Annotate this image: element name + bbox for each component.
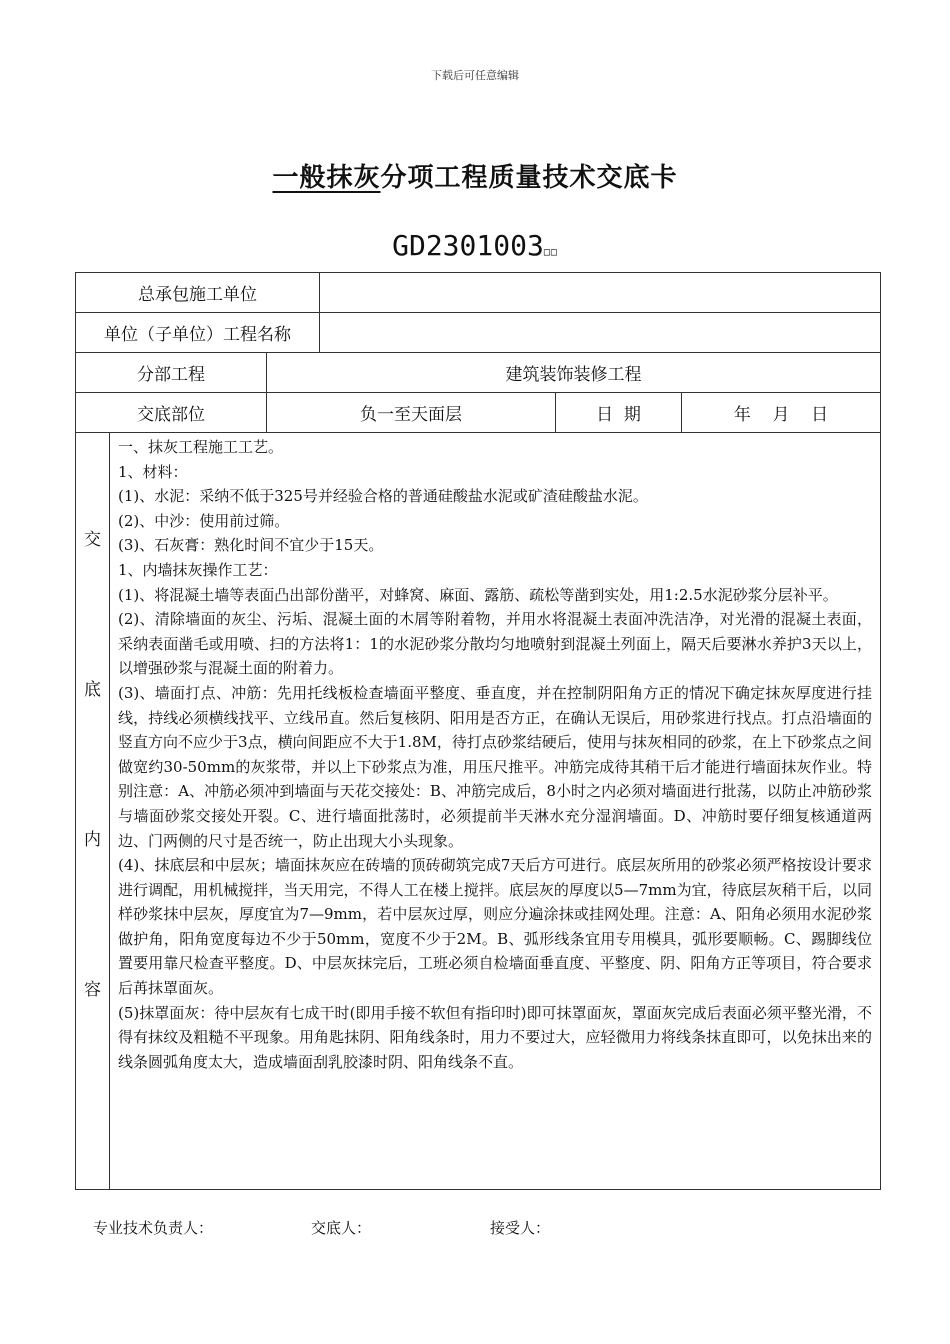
disclosure-form-table — [75, 272, 881, 1190]
disclosure-location-value: 负一至天面层 — [267, 393, 556, 433]
document-code — [0, 229, 950, 262]
content-side-label — [76, 433, 110, 1190]
row-content — [76, 433, 881, 1190]
title-underlined: 一般抹灰 — [272, 163, 381, 193]
sub-project-label: 分部工程 — [76, 353, 267, 393]
project-name-label: 单位（子单位）工程名称 — [76, 313, 320, 353]
date-value[interactable]: 年 月 日 — [682, 393, 881, 433]
date-label: 日 期 — [556, 393, 682, 433]
project-name-value[interactable] — [320, 313, 881, 353]
content-paragraph: (1)、水泥：采纳不低于325号并经验合格的普通硅酸盐水泥或矿渣硅酸盐水泥。 — [118, 487, 648, 506]
header-note: 下载后可任意编辑 — [431, 69, 519, 82]
disclosure-location-label: 交底部位 — [76, 393, 267, 433]
side-char: 内 — [84, 830, 101, 850]
tech-lead-signature[interactable]: 专业技术负责人： — [93, 1219, 214, 1237]
content-paragraph: (5)抹罩面灰：待中层灰有七成干时(即用手接不软但有指印时)即可抹罩面灰，罩面灰完成后表面必须平整光滑，不得有抹纹及粗糙不平现象。用角匙抹阴、阳角线条时，用力不要过大，应轻微用力将线条抹直即可，以免抹出来的线条圆弧角度太大，造成墙面刮乳胶漆时阴、阳角线条不直。 — [118, 1003, 873, 1071]
content-paragraph: (2)、中沙：使用前过筛。 — [118, 511, 290, 530]
receiver-signature[interactable]: 接受人： — [490, 1219, 551, 1237]
content-paragraph: (3)、石灰膏：熟化时间不宜少于15天。 — [118, 536, 384, 555]
title-rest: 分项工程质量技术交底卡 — [380, 163, 678, 193]
side-char: 底 — [84, 680, 101, 700]
content-paragraph: (1)、将混凝土墙等表面凸出部份凿平，对蜂窝、麻面、露筋、疏松等凿到实处，用1:2.5水泥砂浆分层补平。 — [118, 585, 838, 604]
discloser-signature[interactable]: 交底人： — [311, 1219, 372, 1237]
content-paragraph: 1、内墙抹灰操作工艺： — [118, 560, 278, 579]
code-suffix: □□ — [543, 247, 558, 258]
content-paragraph: (4)、抹底层和中层灰；墙面抹灰应在砖墙的顶砖砌筑完成7天后方可进行。底层灰所用的砂浆必须严格按设计要求进行调配，用机械搅拌，当天用完，不得人工在楼上搅拌。底层灰的厚度以5—7mm为宜，待底层灰稍干后，以同样砂浆抹中层灰，厚度宜为7—9mm，若中层灰过厚，则应分遍涂抹或挂网处理。注意：A、阳角必须用水泥砂浆做护角，阳角宽度每边不少于50mm，宽度不少于2M。B、弧形线条宜用专用模具，弧形要顺畅。C、踢脚线位置要用靠尺检查平整度。D、中层灰抹完后，工班必须自检墙面垂直度、平整度、阴、阳角方正等项目，符合要求后苒抹罩面灰。 — [118, 856, 873, 998]
code-main: GD2301003 — [392, 229, 544, 262]
general-contractor-label: 总承包施工单位 — [76, 273, 320, 313]
content-paragraph: 一、抹灰工程施工工艺。 — [118, 438, 284, 456]
disclosure-content — [110, 433, 881, 1190]
content-paragraph: (3)、墙面打点、冲筋：先用托线板检查墙面平整度、垂直度，并在控制阴阳角方正的情况下确定抹灰厚度进行挂线，持线必须横线找平、立线吊直。然后复核阴、阳用是否方正，在确认无误后，用砂浆进行找点。打点沿墙面的竖直方向不应少于3点，横向间距应不大于1.8M，待打点砂浆结硬后，使用与抹灰相同的砂浆，在上下砂浆点之间做宽约30-50mm的灰浆带，并以上下砂浆点为准，用压尺推平。冲筋完成待其稍干后才能进行墙面抹灰作业。特别注意：A、冲筋必须冲到墙面与天花交接处：B、冲筋完成后，8小时之内必须对墙面进行批荡，以防止冲筋砂浆与墙面砂浆交接处开裂。C、进行墙面批荡时，必须提前半天淋水充分湿润墙面。D、冲筋时要仔细复核通道两边、门两侧的尺寸是否统一，防止出现大小头现象。 — [118, 683, 873, 850]
row-disclosure-location — [76, 393, 881, 433]
side-char: 容 — [84, 980, 101, 1000]
row-general-contractor — [76, 273, 881, 313]
sub-project-value: 建筑装饰装修工程 — [267, 353, 881, 393]
general-contractor-value[interactable] — [320, 273, 881, 313]
row-project-name — [76, 313, 881, 353]
row-sub-project — [76, 353, 881, 393]
content-paragraph: (2)、清除墙面的灰尘、污垢、混凝土面的木屑等附着物，并用水将混凝土表面冲洗洁净，对光滑的混凝土表面，采纳表面凿毛或用喷、扫的方法将1：1的水泥砂浆分散均匀地喷射到混凝土列面上，隔天后要淋水养护3天以上，以增强砂浆与混凝土面的附着力。 — [118, 610, 873, 678]
document-title — [0, 157, 950, 194]
side-char: 交 — [84, 530, 101, 550]
content-paragraph: 1、材料： — [118, 462, 188, 481]
